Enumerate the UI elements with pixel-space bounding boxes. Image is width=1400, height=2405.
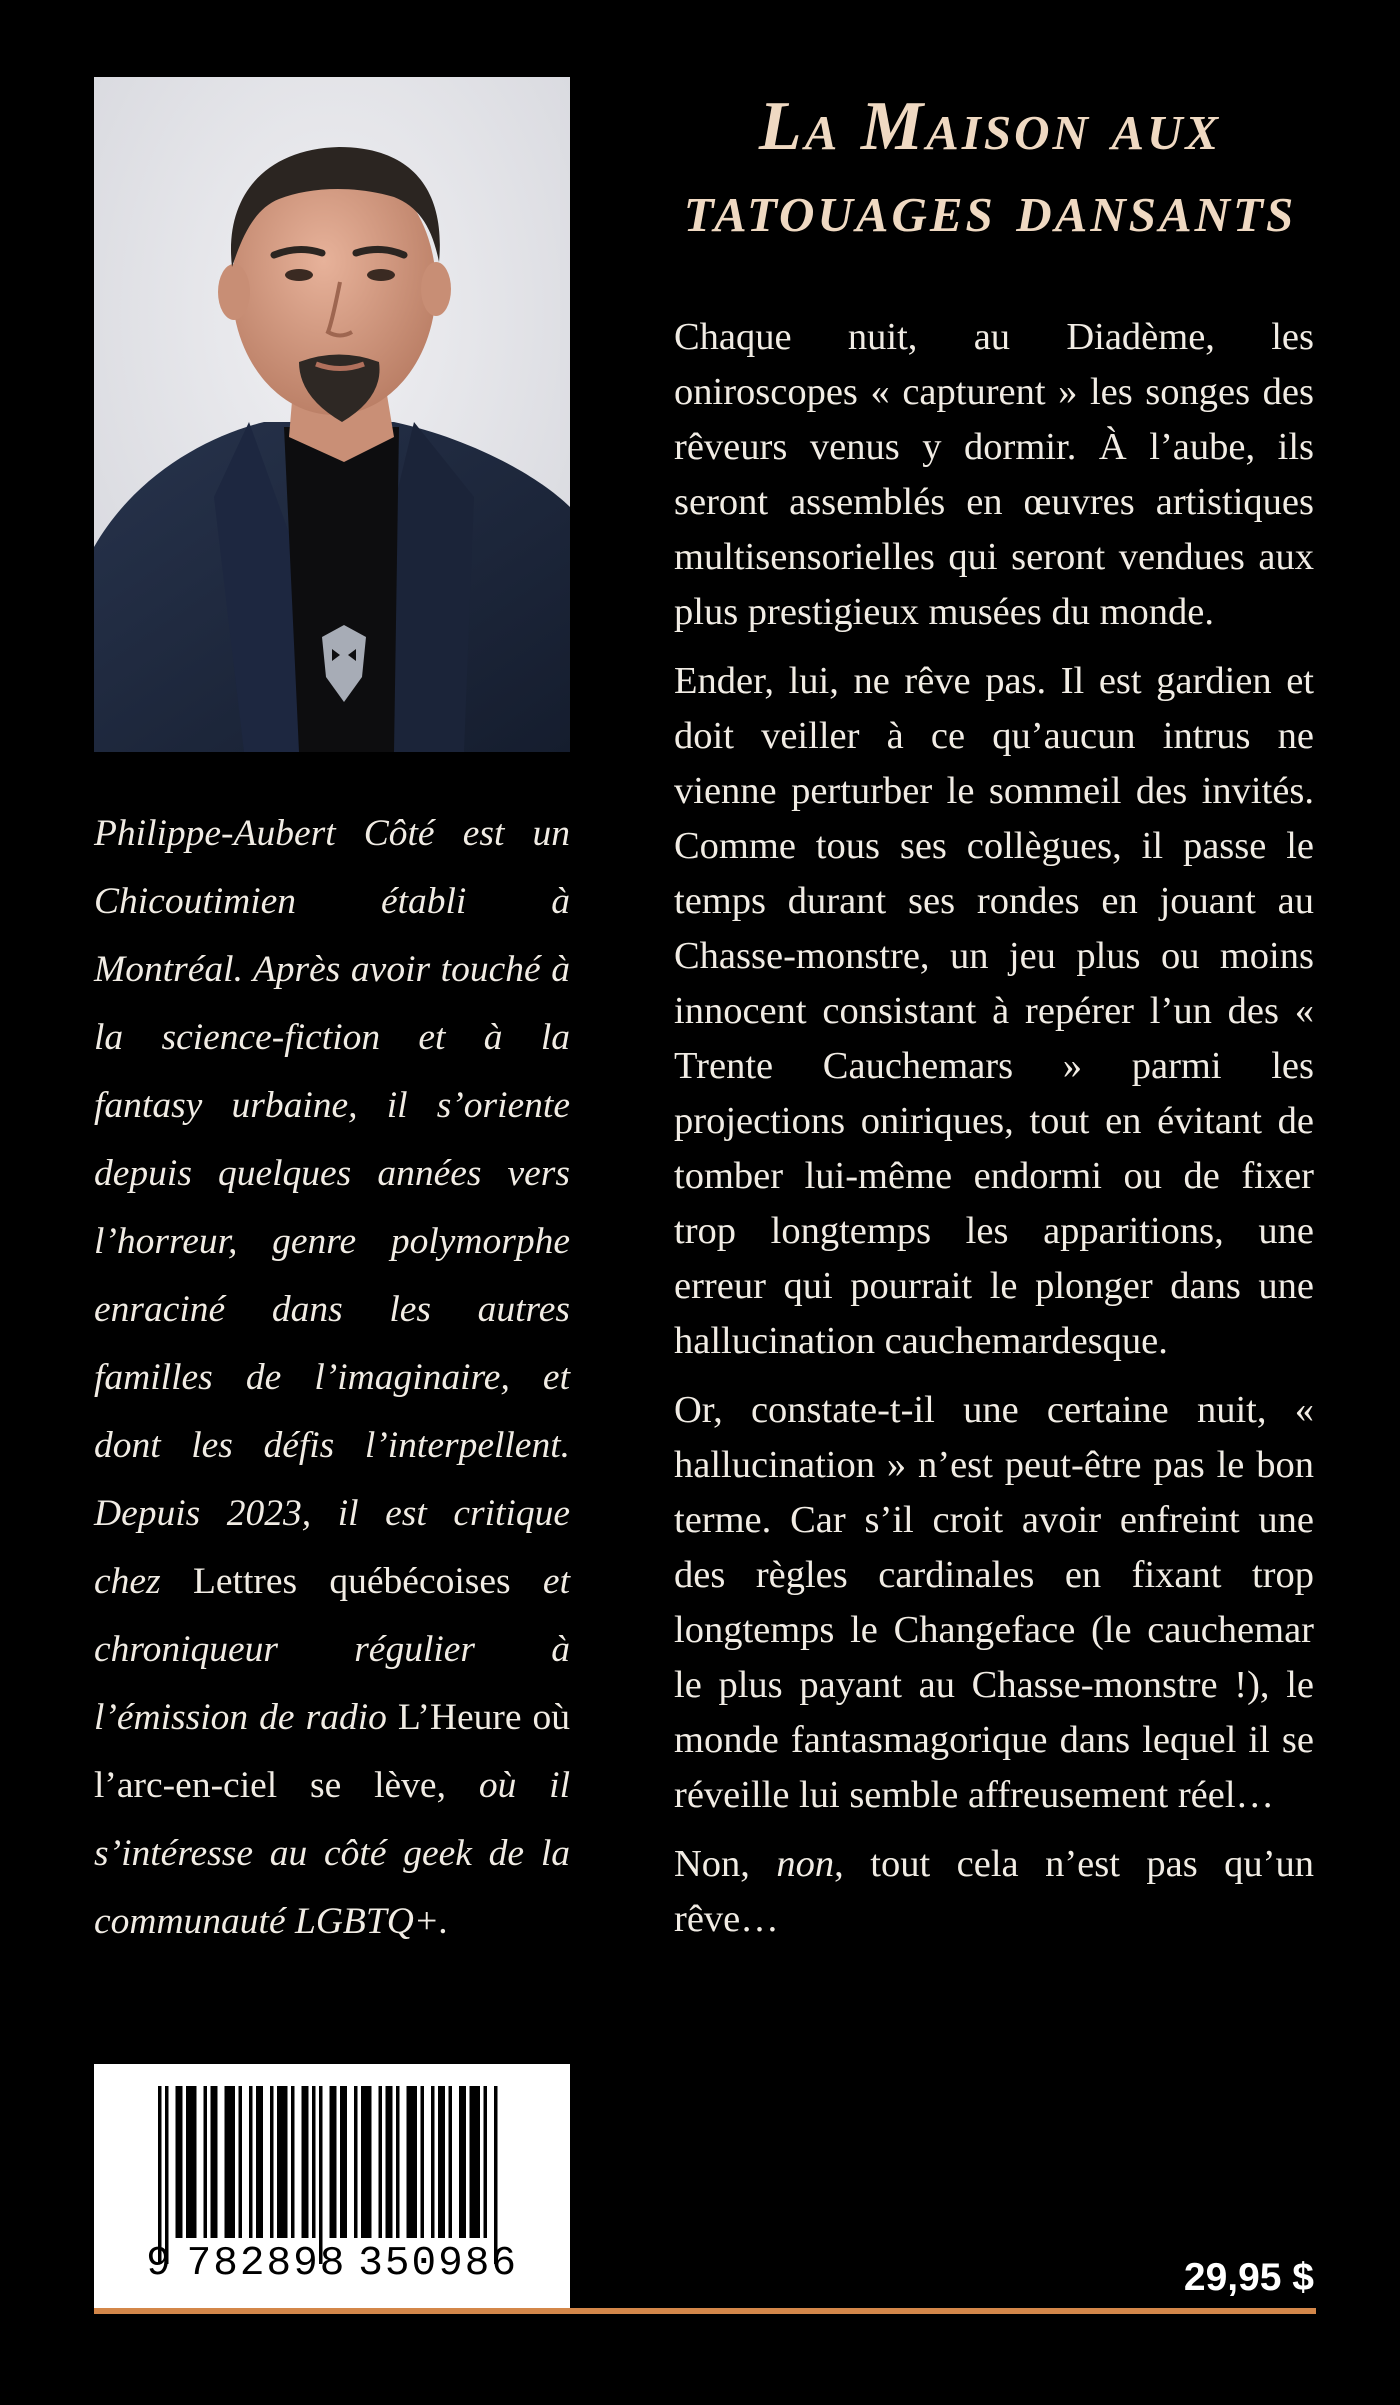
barcode-bar (239, 2086, 243, 2238)
barcode-bar (176, 2086, 180, 2238)
price-label: 29,95 $ (1183, 2256, 1314, 2299)
barcode-bar (459, 2086, 463, 2238)
barcode-bar (494, 2086, 498, 2264)
isbn-lead-digit: 9 (146, 2241, 173, 2287)
summary-p4-start: Non, (674, 1843, 750, 1885)
barcode-bar (291, 2086, 295, 2238)
barcode-bar (421, 2086, 425, 2238)
barcode-bar (319, 2086, 323, 2264)
barcode-bar (330, 2086, 334, 2238)
barcode-bar (260, 2086, 264, 2238)
summary-paragraph-1: Chaque nuit, au Diadème, les oniroscopes « capturent » les songes des rêveurs venus y dormir. À l’aube, ils seront assemblés en œuvres artistiques multisensorielles qui seront vendues aux plus prestigieux musées du monde. (674, 316, 1314, 633)
barcode-bar (484, 2086, 488, 2238)
bio-radio-show: L’Heure où l’arc-en-ciel se lève, (94, 1697, 570, 1806)
barcode-bar (193, 2086, 197, 2238)
barcode-bar (165, 2086, 169, 2264)
isbn-group-1: 782898 (186, 2241, 347, 2287)
barcode-bar (410, 2086, 414, 2238)
barcode-bar (463, 2086, 467, 2238)
barcode-bar (407, 2086, 411, 2238)
bio-text-2: et chroniqueur régulier à l’émission de radio (94, 1561, 570, 1738)
bio-text-1: Philippe-Aubert Côté est un Chicoutimien établi à Montréal. Après avoir touché à la science-fiction et à la fantasy urbaine, il s’oriente depuis quelques années vers l’horreur, genre polymorphe enraciné dans les autres familles de l’imaginaire, et dont les défis l’interpellent. Depuis 2023, il est critique chez (94, 813, 570, 1602)
barcode-bar (389, 2086, 393, 2238)
bio-text-3: où il s’intéresse au côté geek de la communauté LGBTQ+. (94, 1765, 571, 1942)
barcode-bar (379, 2086, 383, 2238)
barcode-bar (256, 2086, 260, 2238)
barcode-bar (477, 2086, 481, 2238)
barcode-bar (284, 2086, 288, 2238)
barcode-bar (225, 2086, 229, 2238)
barcode-bar (158, 2086, 162, 2264)
barcode-bar (190, 2086, 194, 2238)
barcode-bar (449, 2086, 453, 2238)
book-title-line-2: tatouages dansants (683, 170, 1297, 247)
barcode-bar (396, 2086, 400, 2238)
book-title-line-1: La Maison aux (758, 88, 1222, 165)
barcode-bar (473, 2086, 477, 2238)
barcode-bar (344, 2086, 348, 2238)
isbn-barcode (94, 2064, 570, 2310)
bio-magazine: Lettres québécoises (192, 1561, 511, 1602)
barcode-bar (305, 2086, 309, 2238)
barcode-bar (470, 2086, 474, 2238)
isbn-group-2: 350986 (358, 2241, 518, 2287)
barcode-bar (204, 2086, 208, 2238)
barcode-bar (211, 2086, 215, 2238)
barcode-bar (228, 2086, 232, 2238)
barcode-bar (340, 2086, 344, 2238)
barcode-bar (179, 2086, 183, 2238)
barcode-bar (333, 2086, 337, 2238)
author-photo (94, 77, 570, 752)
barcode-bar (214, 2086, 218, 2238)
barcode-bar (365, 2086, 369, 2238)
barcode-bar (312, 2086, 316, 2238)
summary-paragraph-2: Ender, lui, ne rêve pas. Il est gardien et doit veiller à ce qu’aucun intrus ne vienne perturber le sommeil des invités. Comme tous ses collègues, il passe le temps durant ses rondes en jouant au Chasse-monstre, un jeu plus ou moins innocent consistant à repérer l’un des « Trente Cauchemars » parmi les projections oniriques, tout en évitant de tomber lui-même endormi ou de fixer trop longtemps les apparitions, une erreur qui pourrait le plonger dans une hallucination cauchemardesque. (674, 660, 1314, 1362)
barcode-bar (414, 2086, 418, 2238)
barcode-bar (232, 2086, 236, 2238)
barcode-bar (354, 2086, 358, 2238)
barcode-bar (386, 2086, 390, 2238)
barcode-bar (270, 2086, 274, 2238)
book-summary (674, 310, 1314, 1961)
barcode-bar (281, 2086, 285, 2238)
price-rule-divider (94, 2308, 1316, 2314)
barcode-bar (277, 2086, 281, 2238)
isbn-number (94, 2241, 570, 2291)
book-title (660, 86, 1320, 250)
barcode-bar (438, 2086, 442, 2238)
summary-p4-emphasis: non (776, 1843, 835, 1885)
author-portrait-icon (94, 77, 570, 752)
barcode-bar (361, 2086, 365, 2238)
barcode-bar (442, 2086, 446, 2238)
barcode-bar (302, 2086, 306, 2238)
barcode-bar (368, 2086, 372, 2238)
summary-p4-end: , tout cela n’est pas qu’un rêve… (674, 1843, 1315, 1940)
author-bio (94, 800, 570, 1956)
barcode-bar (186, 2086, 190, 2238)
summary-paragraph-3: Or, constate-t-il une certaine nuit, « hallucination » n’est peut-être pas le bon terme. Car s’il croit avoir enfreint une des règles cardinales en fixant trop longtemps le Changeface (le cauchemar le plus payant au Chasse-monstre !), le monde fantasmagorique dans lequel il se réveille lui semble affreusement réel… (674, 1389, 1314, 1816)
summary-paragraph-4 (674, 1837, 1314, 1947)
barcode-bar (249, 2086, 253, 2238)
barcode-bar (431, 2086, 435, 2238)
